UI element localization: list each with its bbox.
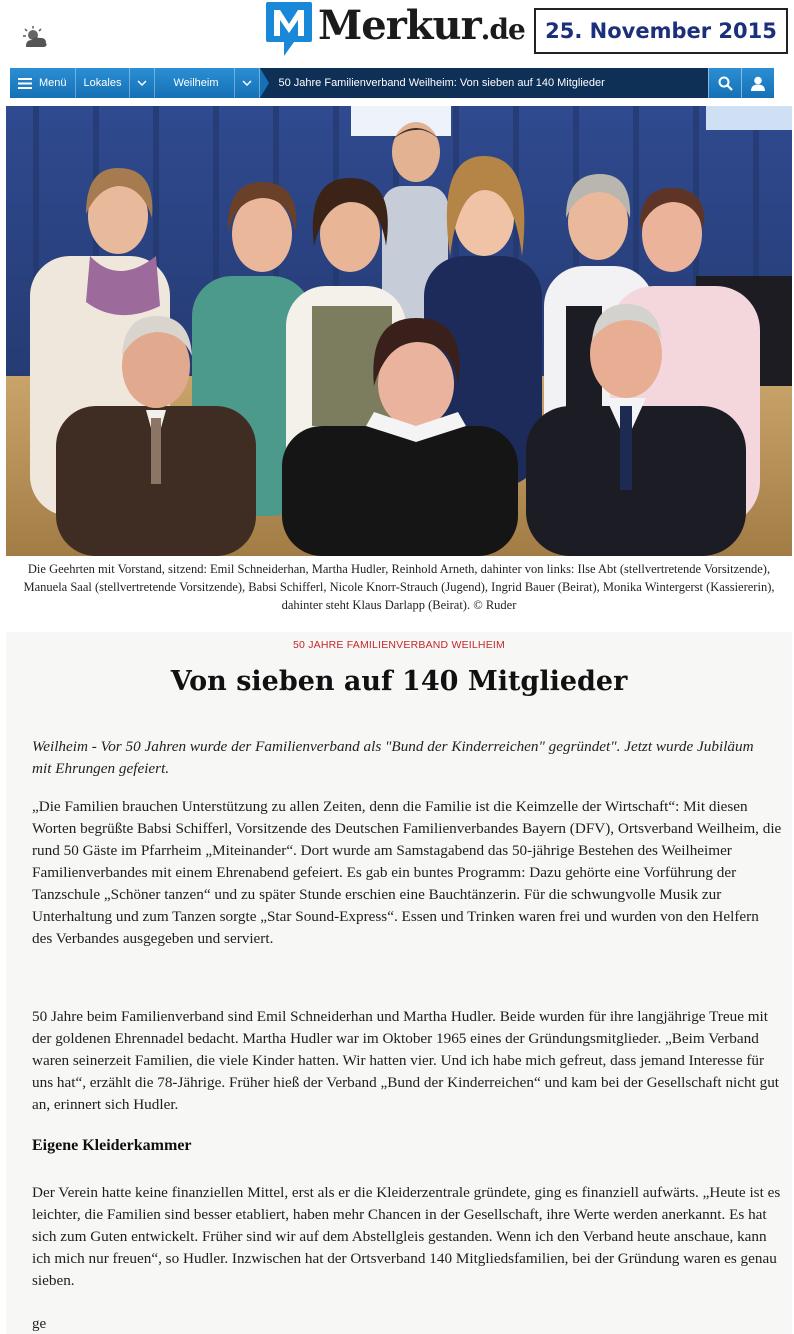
photo-caption-text: Die Geehrten mit Vorstand, sitzend: Emil Schneiderhan, Martha Hudler, Reinhold Arneth, dahinter von links: Ilse Abt (stellvertretende Vorsitzende), Manuela Saal (stellvertretende Vorsitzende), Babsi Schifferl, Nicole Knorr-Strauch (Jugend), Ingrid Bauer (Beirat), Monika Wintergerst (Kassiererin), dahinter steht Klaus Darlapp (Beirat). © Ruder (23, 562, 775, 612)
merkur-logo[interactable] (264, 0, 525, 58)
nav-dropdown-weilheim[interactable] (235, 68, 260, 98)
article-subheading: Eigene Kleiderkammer (32, 1137, 192, 1154)
search-icon (718, 76, 733, 91)
breadcrumb-text: 50 Jahre Familienverband Weilheim: Von sieben auf 140 Mitglieder (278, 77, 605, 89)
article-body (6, 632, 792, 1334)
article-paragraph: 50 Jahre beim Familienverband sind Emil Schneiderhan und Martha Hudler. Beide wurden für ihre langjährige Treue mit der goldenen Ehrennadel bedacht. Martha Hudler war im Oktober 1965 eines der Gründungsmitglieder. „Beim Verband waren seinerzeit Familien, die viele Kinder hatten. Wir hatten vier. Und ich habe mich gefreut, dass jemand Interesse für uns hat“, erzählt die 78-Jährige. Früher hieß der Verband „Bund der Kinderreichen“ und kam bei der Gesellschaft nicht gut an, erinnert sich Hudler. (32, 1008, 780, 1113)
hamburger-icon (18, 78, 32, 89)
user-icon (751, 76, 765, 91)
site-header (0, 0, 794, 66)
merkur-m-logo-icon (264, 0, 314, 58)
article-lead: Weilheim - Vor 50 Jahren wurde der Familienverband als "Bund der Kinderreichen" gegründet". Jetzt wurde Jubiläum mit Ehrungen gefeiert. (32, 738, 754, 777)
breadcrumb-current-article[interactable] (260, 68, 708, 98)
logo-wordmark (318, 2, 525, 50)
date-text: 25. November 2015 (545, 19, 777, 43)
menu-label: Menü (39, 77, 67, 89)
logo-name: Merkur (318, 2, 481, 49)
author-initials: ge (32, 1316, 47, 1332)
article-paragraph: „Die Familien brauchen Unterstützung zu allen Zeiten, denn die Familie ist die Keimzelle der Wirtschaft“: Mit diesen Worten begrüßte Babsi Schifferl, Vorsitzende des Deutschen Familienverbandes Bayern (DFV), Ortsverband Weilheim, die rund 50 Gäste im Pfarrheim „Miteinander“. Dort wurde am Samstagabend das 50-jährige Bestehen des Weilheimer Familienverbandes mit einem Ehrenabend gefeiert. Es gab ein buntes Programm: Dazu gehörte eine Vorführung der Tanzschule „Schöner tanzen“ und zu später Stunde erschien eine Bauchtänzerin. Für die schwungvolle Musik zur Unterhaltung und zum Tanzen sorgte „Star Sound-Express“. Essen und Trinken waren frei und wurden von den Helfern des Verbandes ausgegeben und serviert. (32, 798, 782, 947)
group-photo-illustration (6, 106, 792, 556)
main-navigation (10, 68, 774, 98)
article-kicker: 50 JAHRE FAMILIENVERBAND WEILHEIM (293, 639, 505, 651)
nav-item-weilheim[interactable] (155, 68, 235, 98)
nav-dropdown-lokales[interactable] (130, 68, 155, 98)
user-account-button[interactable] (741, 68, 774, 98)
nav-item-label: Weilheim (173, 77, 219, 89)
search-button[interactable] (708, 68, 741, 98)
date-stamp (534, 8, 788, 54)
nav-item-lokales[interactable] (76, 68, 131, 98)
chevron-down-icon (137, 80, 147, 86)
weather-partly-cloudy-icon[interactable] (20, 26, 50, 50)
photo-caption (6, 560, 792, 614)
article-paragraph: Der Verein hatte keine finanziellen Mittel, erst als er die Kleiderzentrale gründete, ging es finanziell aufwärts. „Heute ist es leichter, die Familien sind besser etabliert, haben mehr Chancen in der Gesellschaft, ihre Werte werden anerkannt. Es hat sich zum Guten entwickelt. Früher sind wir auf dem Abstellgleis gestanden. Wenn ich den Verband heute anschaue, kann ich mich nur freuen“, so Hudler. Inzwischen hat der Ortsverband 140 Mitgliedsfamilien, bei der Gründung waren es genau sieben. (32, 1184, 781, 1289)
logo-tld: .de (480, 13, 525, 46)
nav-item-label: Lokales (83, 77, 122, 89)
article-photo[interactable] (6, 106, 792, 556)
article-headline: Von sieben auf 140 Mitglieder (170, 666, 628, 697)
menu-button[interactable] (10, 68, 76, 98)
chevron-down-icon (242, 80, 252, 86)
